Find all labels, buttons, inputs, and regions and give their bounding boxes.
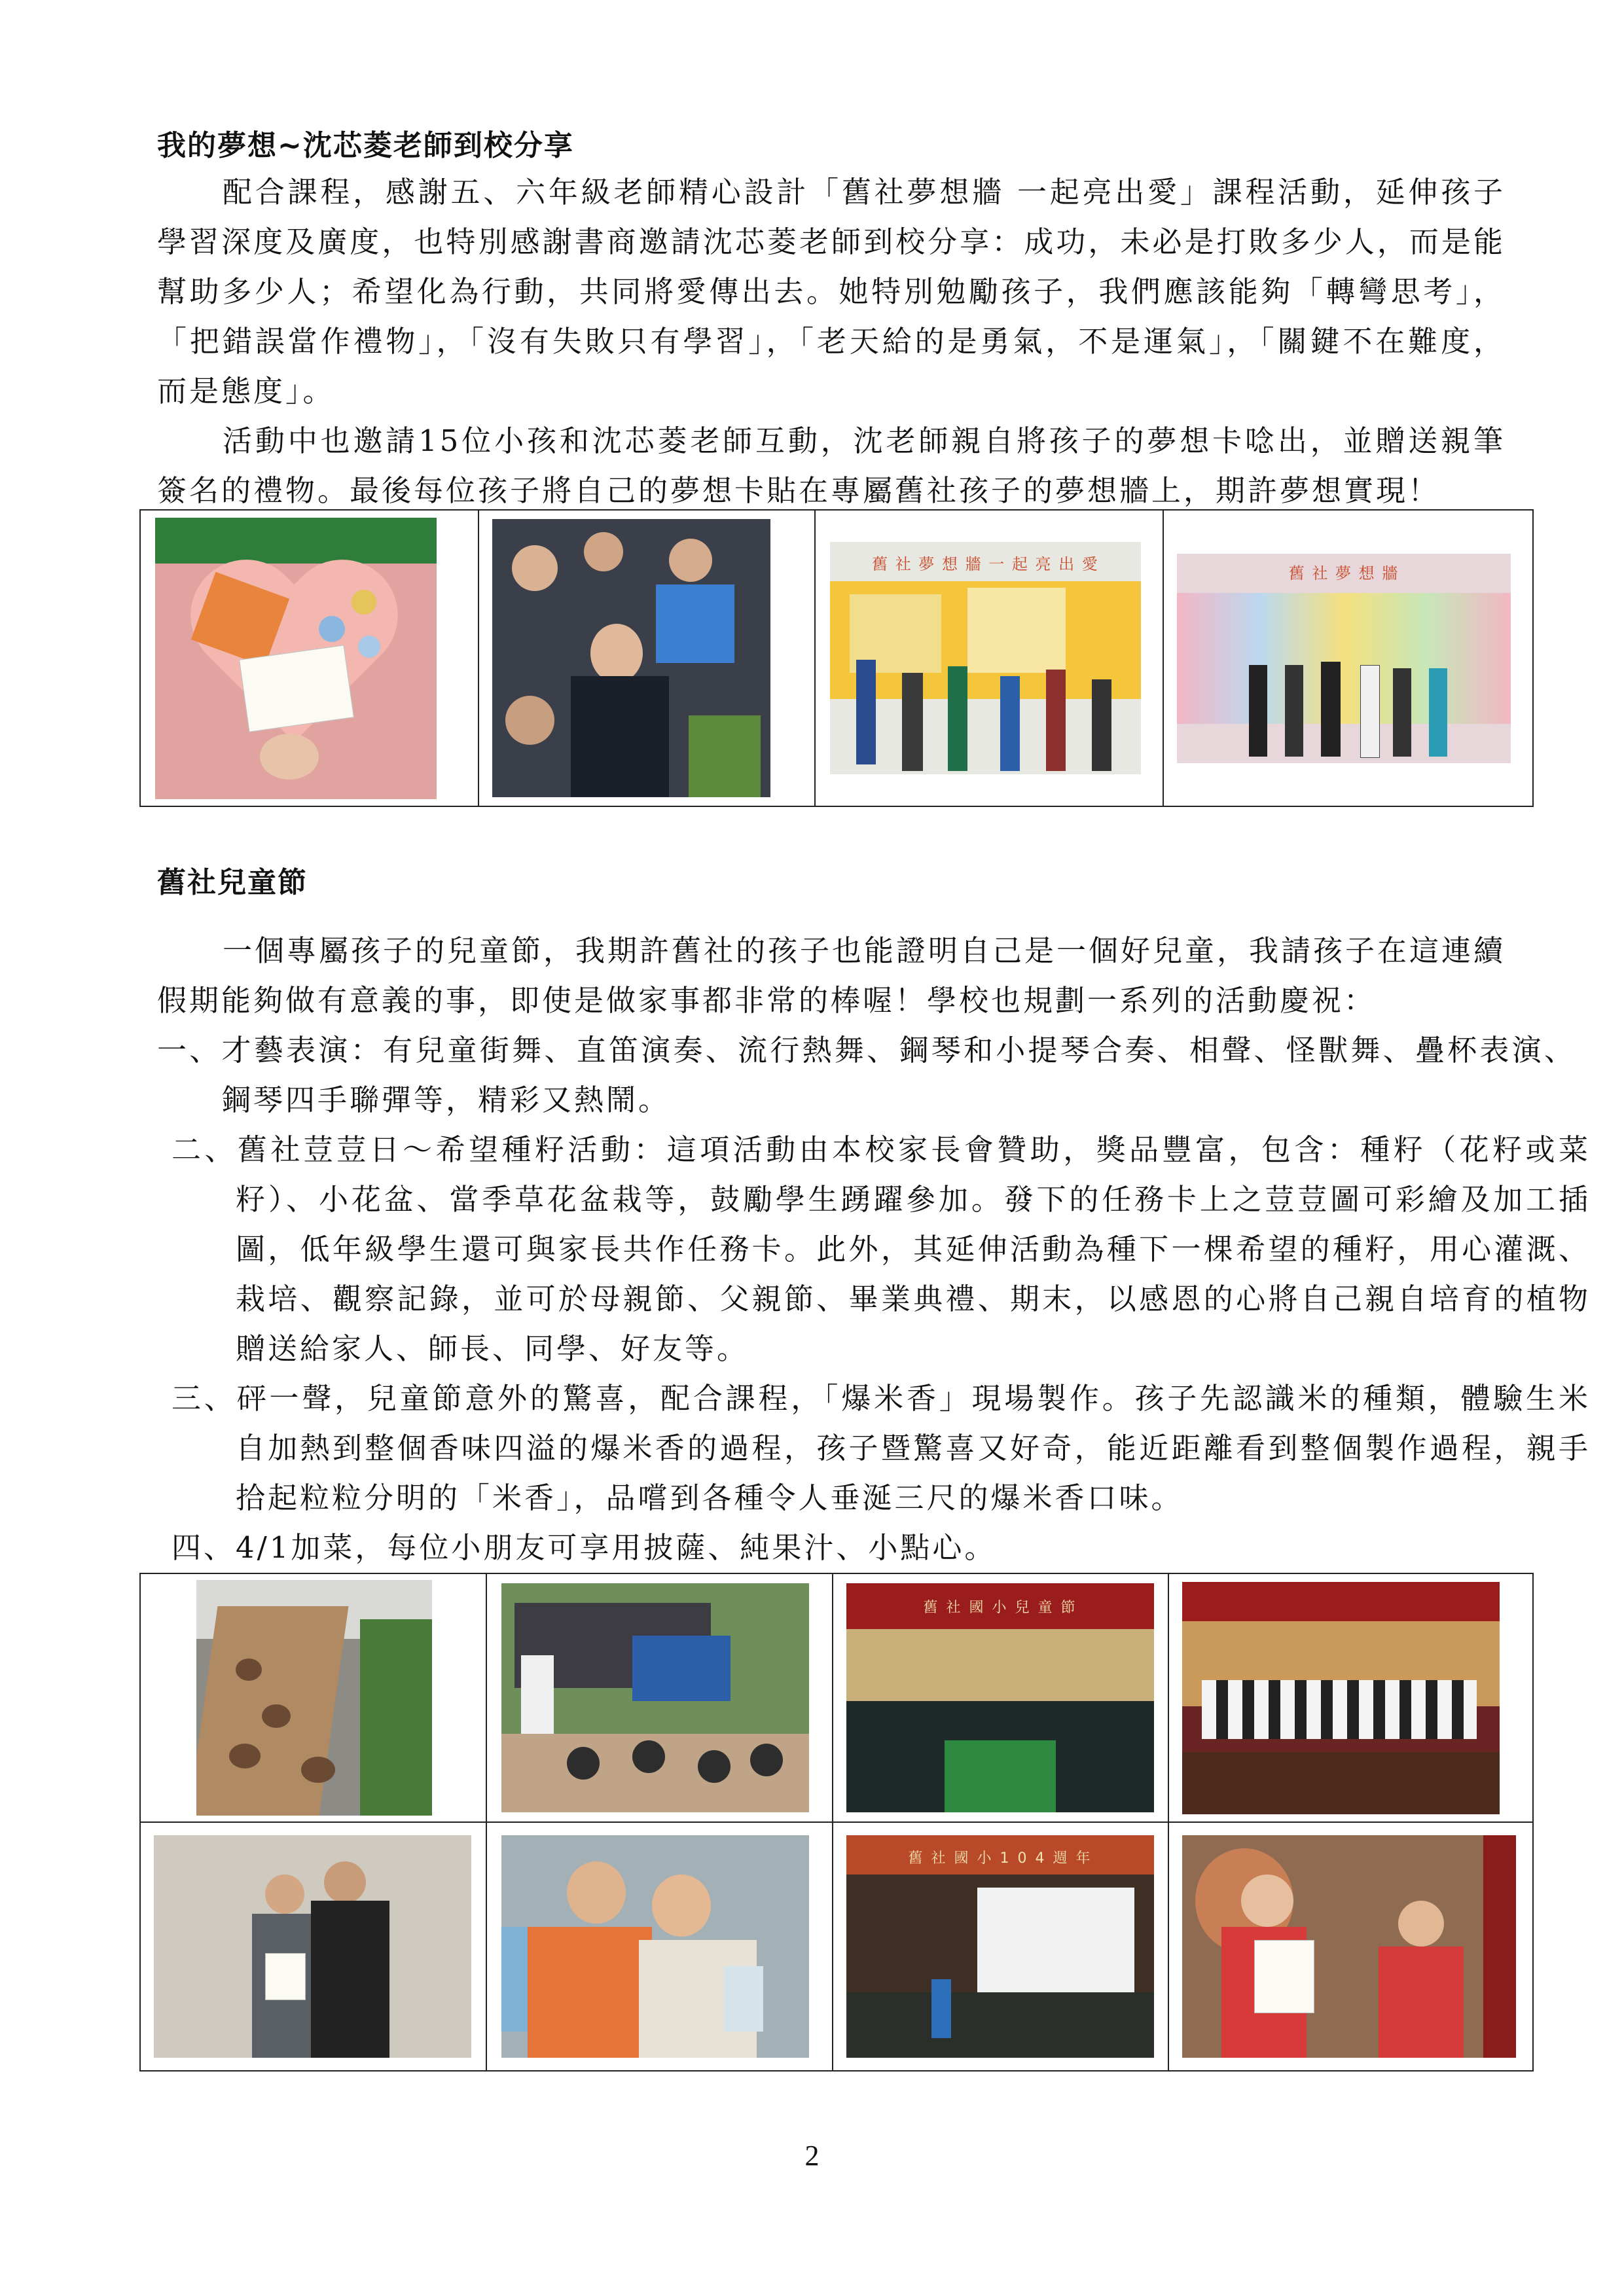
photo-cell	[486, 1573, 833, 1822]
photo-popcorn-truck	[501, 1583, 809, 1812]
photo-cup-stacking	[501, 1835, 809, 2058]
section-2-title: 舊社兒童節	[157, 866, 308, 899]
page-number: 2	[804, 2140, 820, 2172]
photo-award-winners	[154, 1835, 471, 2058]
section-1-paragraph-2: 活動中也邀請15位小孩和沈芯菱老師互動，沈老師親自將孩子的夢想卡唸出，並贈送親筆簽名的禮物。最後每位孩子將自己的夢想卡貼在專屬舊社孩子的夢想牆上，期許夢想實現！	[157, 423, 1506, 508]
photo-cell	[140, 510, 478, 806]
photo-cell	[815, 510, 1163, 806]
dream-wall-banner-2: 舊 社 夢 想 牆	[1288, 564, 1399, 583]
list-item-talent-show: 一、才藝表演：有兒童街舞、直笛演奏、流行熱舞、鋼琴和小提琴合奏、相聲、怪獸舞、疊杯表演、鋼琴四手聯彈等，精彩又熱鬧。	[157, 1033, 1576, 1117]
photo-dream-card	[155, 518, 437, 799]
photo-teacher-with-students	[492, 519, 770, 797]
photo-stage-performance	[846, 1583, 1154, 1812]
photo-cell	[140, 1822, 486, 2071]
photo-anniversary-stage	[846, 1835, 1154, 2058]
section-1-photo-table	[139, 509, 1534, 807]
photo-student-speakers	[1182, 1835, 1516, 2058]
list-item-seed-activity: 二、舊社荳荳日～希望種籽活動：這項活動由本校家長會贊助，獎品豐富，包含：種籽（花籽或菜籽）、小花盆、當季草花盆栽等，鼓勵學生踴躍參加。發下的任務卡上之荳荳圖可彩繪及加工插圖，低年級學生還可與家長共作任務卡。此外，其延伸活動為種下一棵希望的種籽，用心灌溉、栽培、觀察記錄，並可於母親節、父親節、畢業典禮、期末，以感恩的心將自己親自培育的植物贈送給家人、師長、同學、好友等。	[171, 1132, 1591, 1366]
list-item-popcorn: 三、砰一聲，兒童節意外的驚喜，配合課程，「爆米香」現場製作。孩子先認識米的種類，體驗生米自加熱到整個香味四溢的爆米香的過程，孩子暨驚喜又好奇，能近距離看到整個製作過程，親手拾起粒粒分明的「米香」，品嚐到各種令人垂涎三尺的爆米香口味。	[171, 1381, 1591, 1515]
photo-cell	[1163, 510, 1533, 806]
photo-cell	[478, 510, 815, 806]
photo-cell	[833, 1822, 1168, 2071]
anniversary-banner: 舊 社 國 小 1 0 4 週 年	[908, 1850, 1092, 1867]
photo-cell	[1168, 1822, 1533, 2071]
section-2-photo-table	[139, 1573, 1534, 2072]
photo-recorder-ensemble	[1182, 1582, 1500, 1814]
stage-banner: 舊 社 國 小 兒 童 節	[923, 1600, 1077, 1616]
section-2-intro: 一個專屬孩子的兒童節，我期許舊社的孩子也能證明自己是一個好兒童，我請孩子在這連續假期能夠做有意義的事，即使是做家事都非常的棒喔！學校也規劃一系列的活動慶祝：	[157, 933, 1506, 1018]
photo-dream-wall-posting	[830, 542, 1141, 774]
photo-cell	[833, 1573, 1168, 1822]
photo-cell	[140, 1573, 486, 1822]
photo-cell	[1168, 1573, 1533, 1822]
dream-wall-banner: 舊 社 夢 想 牆 一 起 亮 出 愛	[872, 555, 1099, 573]
photo-cell	[486, 1822, 833, 2071]
section-1-paragraph-1: 配合課程，感謝五、六年級老師精心設計「舊社夢想牆 一起亮出愛」課程活動，延伸孩子學習深度及廣度，也特別感謝書商邀請沈芯菱老師到校分享：成功，未必是打敗多少人，而是能幫助多少人；希望化為行動，共同將愛傳出去。她特別勉勵孩子，我們應該能夠「轉彎思考」，「把錯誤當作禮物」，「沒有失敗只有學習」，「老天給的是勇氣，不是運氣」，「關鍵不在難度，而是態度」。	[157, 175, 1506, 408]
photo-group-at-dream-wall	[1177, 554, 1511, 763]
photo-seed-pots	[196, 1580, 432, 1816]
list-item-treats: 四、4/1加菜，每位小朋友可享用披薩、純果汁、小點心。	[171, 1530, 997, 1565]
section-1-title: 我的夢想~沈芯菱老師到校分享	[157, 129, 574, 162]
